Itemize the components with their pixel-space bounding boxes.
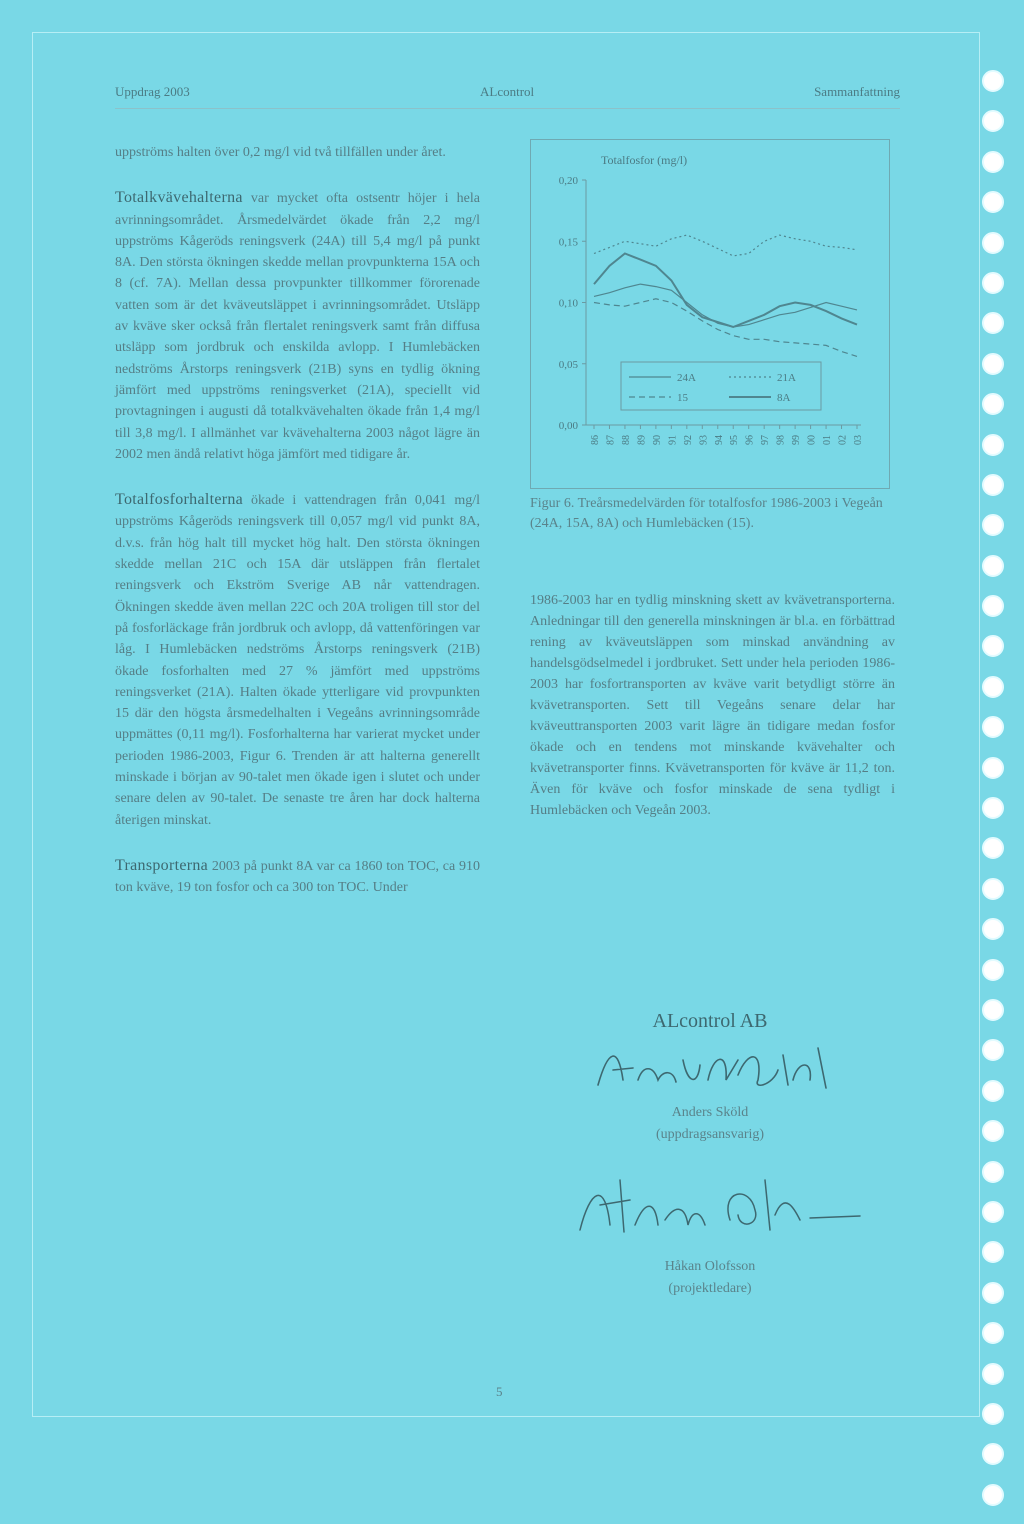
x-tick-label: 98 [775, 435, 787, 445]
x-tick-label: 90 [651, 435, 663, 445]
binder-hole [982, 837, 1004, 859]
x-tick-label: 91 [667, 435, 679, 445]
binder-hole [982, 757, 1004, 779]
paragraph-lead: Totalfosforhalterna [115, 491, 244, 509]
header-right: Sammanfattning [814, 84, 900, 99]
binder-hole [982, 232, 1004, 254]
paragraph-lead: Totalkvävehalterna [115, 189, 243, 207]
binder-hole [982, 959, 1004, 981]
binder-hole [982, 272, 1004, 294]
x-tick-label: 86 [590, 435, 601, 445]
paragraph-transport [115, 855, 480, 899]
x-tick-label: 99 [791, 435, 803, 445]
x-tick-label: 92 [682, 435, 694, 445]
binder-hole [982, 110, 1004, 132]
series-line-8A [594, 254, 857, 328]
x-tick-label: 88 [620, 435, 632, 445]
binder-hole [982, 1039, 1004, 1061]
paragraph-phosphorus [115, 489, 480, 831]
binder-hole [982, 878, 1004, 900]
paragraph-nitrogen [115, 187, 480, 465]
figure-caption: Figur 6. Treårsmedelvärden för totalfosfor 1986-2003 i Vegeån (24A, 15A, 8A) och Humlebäcken (15). [530, 496, 883, 531]
company-name: ALcontrol AB [652, 1010, 768, 1032]
binder-hole [982, 676, 1004, 698]
binder-hole [982, 514, 1004, 536]
x-tick-label: 02 [837, 435, 849, 445]
x-tick-label: 95 [729, 435, 741, 445]
y-tick-label: 0,00 [558, 420, 578, 432]
y-tick-label: 0,20 [558, 175, 578, 187]
binder-hole [982, 1282, 1004, 1304]
binder-hole [982, 393, 1004, 415]
binder-holes [982, 70, 1008, 1524]
paragraph-intro: uppströms halten över 0,2 mg/l vid två tillfällen under året. [115, 145, 446, 160]
binder-hole [982, 312, 1004, 334]
paragraph-right: 1986-2003 har en tydlig minskning skett av kvävetransporterna. Anledningar till den generella minskningen är bl.a. en förbättrad rening av kväveutsläppen som minskad användning av handelsgödselmedel i jordbruket. Sett under hela perioden 1986-2003 har fosfortransporten av kväve varit betydligt större än kvävetransporten. Sett till Vegeåns senare delar har kväveuttransporten 2003 varit lägre än tidigare medan fosfor ökade och en tendens mot minskande kvävehalter och kvävetransporter finns. Kvävetransporten för kväve är 11,2 ton. Även för kväve och fosfor minskade de sena tydligt i Humlebäcken och Vegeån 2003. [530, 593, 895, 818]
signer-block-2 [530, 1256, 890, 1300]
legend-label: 21A [777, 372, 796, 384]
page-number: 5 [496, 1384, 503, 1399]
chart-title: Totalfosfor (mg/l) [601, 153, 688, 167]
binder-hole [982, 474, 1004, 496]
signer-block-1 [530, 1102, 890, 1146]
binder-hole [982, 595, 1004, 617]
series-line-24A [594, 284, 857, 327]
binder-hole [982, 1363, 1004, 1385]
paragraph-body: ökade i vattendragen från 0,041 mg/l uppströms Kågeröds reningsverk till 0,057 mg/l vid punkt 8A, d.v.s. från hög halt till mycket hög halt. Den största ökningen skedde mellan 21C och 15A där utsläppen från flertalet reningsverk och Ekström Sverige AB når vattendragen. Ökningen skedde även mellan 22C och 20A troligen till stor del på fosforläckage från jordbruk och avlopp, då vattenföringen var låg. I Humlebäcken nedströms Årstorps reningsverk (21B) ökade fosforhalten med 27 % jämfört med uppströms reningsverket (21A). Halten ökade ytterligare vid provpunkten 15 där den högsta årsmedelhalten i Vegeåns avrinningsområde uppmättes (0,11 mg/l). Fosforhalterna har varierat mycket under perioden 1986-2003, Figur 6. Trenden är att halterna generellt minskade i början av 90-talet men ökade igen i slutet och under senare delen av 90-talet. De senaste tre åren har dock halterna återigen minskat. [115, 493, 481, 828]
signature-hakan [560, 1170, 880, 1250]
right-column [530, 590, 895, 821]
paragraph-lead: Transporterna [115, 856, 209, 874]
binder-hole [982, 797, 1004, 819]
paragraph-body: var mycket ofta ostsentr höjer i hela avrinningsområdet. Årsmedelvärdet ökade från 2,2 mg/l uppströms Kågeröds reningsverk (24A) till 5,4 mg/l på punkt 8A. Den största ökningen skedde mellan provpunkterna 15A och 8 (cf. 7A). Mellan dessa provpunkter tillkommer förorenade vatten som är det kväveutsläppet i avrinningsområdet. Utsläpp av kväve sker också från flertalet reningsverk samt från diffusa utsläpp som jordbruk och enskilda avlopp. I Humlebäcken nedströms Årstorps reningsverk (21B) syns en tydlig ökning jämfört med uppströms reningsverket (21A), speciellt vid provtagningen i augusti då totalkvävehalten ökade från 1,4 mg/l till 3,8 mg/l. I allmänhet var kvävehalterna 2003 något lägre än 2002 men ändå relativt höga jämfört med tidigare år. [115, 191, 481, 462]
header-rule [115, 108, 900, 109]
signer-name: Anders Sköld [671, 1105, 749, 1120]
binder-hole [982, 1161, 1004, 1183]
binder-hole [982, 1201, 1004, 1223]
chart-svg [531, 140, 891, 490]
signer-name: Håkan Olofsson [664, 1259, 756, 1274]
binder-hole [982, 1403, 1004, 1425]
binder-hole [982, 1120, 1004, 1142]
binder-hole [982, 434, 1004, 456]
binder-hole [982, 1322, 1004, 1344]
x-tick-label: 97 [760, 435, 772, 445]
legend-label: 15 [677, 392, 688, 404]
x-tick-label: 89 [636, 435, 648, 445]
binder-hole [982, 1443, 1004, 1465]
binder-hole [982, 555, 1004, 577]
binder-hole [982, 353, 1004, 375]
binder-hole [982, 151, 1004, 173]
x-tick-label: 03 [853, 435, 864, 445]
binder-hole [982, 918, 1004, 940]
header-left: Uppdrag 2003 [115, 84, 190, 99]
header-center: ALcontrol [480, 84, 535, 99]
x-tick-label: 01 [822, 435, 834, 445]
binder-hole [982, 1484, 1004, 1506]
series-line-21A [594, 235, 857, 256]
legend-label: 24A [677, 372, 696, 384]
binder-hole [982, 191, 1004, 213]
x-tick-label: 00 [806, 435, 818, 445]
y-tick-label: 0,05 [558, 358, 578, 371]
legend-label: 8A [777, 392, 791, 404]
y-tick-label: 0,10 [558, 297, 578, 310]
binder-hole [982, 1241, 1004, 1263]
x-tick-label: 96 [744, 435, 756, 445]
binder-hole [982, 635, 1004, 657]
binder-hole [982, 70, 1004, 92]
signer-role: (projektledare) [668, 1281, 752, 1296]
signature-anders [588, 1040, 848, 1100]
left-column [115, 142, 480, 923]
phosphorus-chart [530, 139, 890, 489]
binder-hole [982, 716, 1004, 738]
legend-box [621, 362, 821, 410]
y-tick-label: 0,15 [558, 236, 578, 249]
paragraph-body: 2003 på punkt 8A var ca 1860 ton TOC, ca 910 ton kväve, 19 ton fosfor och ca 300 ton TOC. Under [115, 858, 481, 896]
signer-role: (uppdragsansvarig) [655, 1127, 765, 1142]
x-tick-label: 87 [605, 435, 617, 445]
page-header [115, 80, 900, 104]
binder-hole [982, 1080, 1004, 1102]
x-tick-label: 93 [698, 435, 710, 445]
x-tick-label: 94 [713, 435, 725, 445]
binder-hole [982, 999, 1004, 1021]
